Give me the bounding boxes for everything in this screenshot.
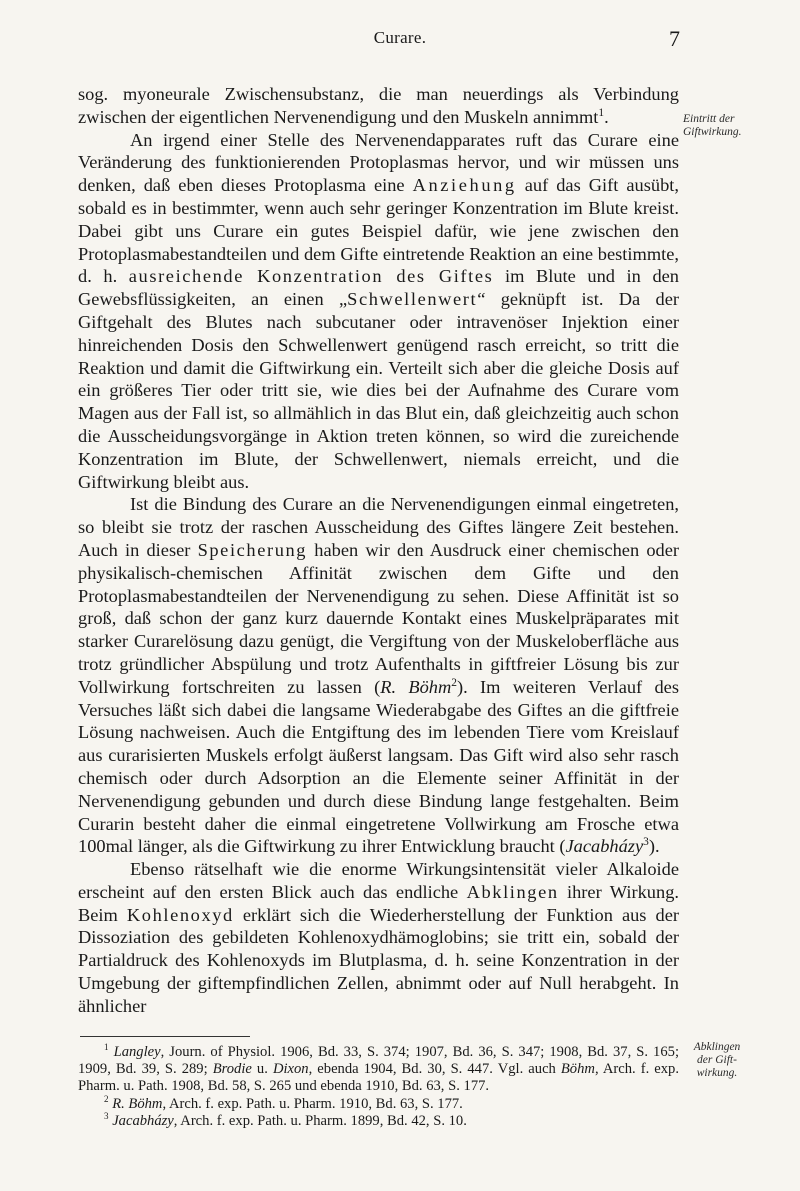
paragraph-1: sog. myoneurale Zwischensubstanz, die man neuerdings als Verbindung zwischen der eigentlichen Nervenendigung und den Muskeln annimmt$^1$. — [78, 84, 679, 127]
footnote-1 — [78, 1044, 679, 1096]
spaced-term: ausreichende Konzentration des Giftes — [128, 266, 494, 287]
margin-note-eintritt — [683, 113, 741, 139]
spaced-term: Kohlenoxyd — [126, 904, 234, 925]
text-run: im Blute und in den Gewebsflüssigkeiten, an einen „ — [78, 266, 680, 310]
margin-note-line: der Gift- — [697, 1054, 737, 1066]
text-run: , ebenda 1904, Bd. 30, S. 447. Vgl. auch — [308, 1061, 561, 1078]
text-run: ). — [648, 836, 660, 857]
author-name: Jacabházy — [112, 1112, 174, 1129]
text-run: ihrer Wirkung. Beim — [78, 881, 679, 925]
paragraph-3 — [78, 493, 679, 858]
text-run: haben wir den Ausdruck einer chemischen oder physikalisch-chemischen Affinität zwischen dem Gifte und den Protoplasmabestandteilen der Nervenendigung zu sehen. Diese Affinität ist so groß, daß schon der ganz kurz dauernde Kontakt eines Muskelpräparates mit starker Curarelösung dazu genügt, die Vergiftung von der Muskeloberfläche aus trotz gründlicher Abspülung und trotz Aufenthalts in giftfreier Lösung bis zur Vollwirkung fortschreiten zu lassen ( — [78, 539, 679, 697]
footnote-rule — [80, 1036, 250, 1037]
author-name: Jacabházy — [565, 836, 644, 857]
text-run: auf das Gift ausübt, sobald es in bestimmter, wenn auch sehr geringer Konzentration im Blute kreist. Dabei gibt uns Curare ein gutes Beispiel dafür, wie jene zwischen den Protoplasmabestandteilen und dem Gifte eintretende Reaktion an eine bestimmte, d. h. — [78, 175, 680, 287]
author-name: Langley — [113, 1044, 161, 1060]
author-name: R. Böhm — [380, 676, 452, 697]
author-name: Brodie — [212, 1061, 252, 1078]
spaced-term: Speicherung — [197, 539, 308, 560]
paragraph-4 — [78, 858, 679, 1018]
text-run: , Journ. of Physiol. 1906, Bd. 33, S. 374; 1907, Bd. 36, S. 347; 1908, Bd. 37, S. 165; 1909, Bd. 39, S. 289; — [78, 1044, 679, 1078]
text-run: , Arch. f. exp. Path. u. Pharm. 1910, Bd. 63, S. 177. — [162, 1095, 463, 1112]
text-run: u. — [251, 1061, 273, 1078]
author-name: Dixon — [272, 1061, 309, 1078]
margin-note-line: Eintritt der — [683, 113, 735, 125]
text-run: An irgend einer Stelle des Nervenendapparates ruft das Curare eine Veränderung des funktionierenden Protoplasmas hervor, und wir müssen uns denken, daß eben dieses Protoplasma eine — [78, 129, 679, 196]
text-run: Ist die Bindung des Curare an die Nervenendigungen einmal eingetreten, so bleibt sie trotz der raschen Ausscheidung des Giftes längere Zeit bestehen. Auch in dieser — [78, 494, 679, 560]
footnote-number: 2 — [104, 1093, 109, 1104]
footnote-2 — [78, 1093, 679, 1113]
author-name: R. Böhm — [112, 1095, 163, 1112]
footnotes — [78, 1044, 679, 1130]
footnote-ref: 1 — [598, 106, 605, 119]
text-run: Ebenso rätselhaft wie die enorme Wirkungsintensität vieler Alkaloide erscheint auf den ersten Blick auch das endliche — [78, 859, 679, 902]
margin-note-abklingen — [681, 1041, 753, 1080]
footnote-number: 1 — [104, 1042, 109, 1053]
footnote-number: 3 — [104, 1110, 109, 1121]
text-run: erklärt sich die Wiederherstellung der Funktion aus der Dissoziation des gebildeten Kohlenoxydhämoglobins; sie tritt ein, sobald der Partialdruck des Kohlenoxyds im Blutplasma, d. h. seine Konzentration in der Umgebung der giftempfindlichen Zellen, abnimmt oder auf Null herabgeht. In ähnlicher — [78, 904, 679, 1016]
spaced-term: Abklingen — [466, 881, 559, 902]
body-text — [78, 83, 679, 1018]
page-header — [0, 28, 800, 58]
text-run: sog. myoneurale Zwischensubstanz, die man neuerdings als Verbindung zwischen der eigentlichen Nervenendigung und den Muskeln annimmt — [78, 84, 679, 127]
spaced-term: Schwellenwert — [347, 289, 478, 310]
text-run: , Arch. f. exp. Pharm. u. Path. 1908, Bd. 58, S. 265 und ebenda 1910, Bd. 63, S. 177. — [78, 1061, 679, 1095]
footnote-3 — [78, 1110, 679, 1130]
margin-note-line: wirkung. — [696, 1067, 738, 1079]
footnote-ref: 2 — [451, 676, 457, 689]
text-run: ). Im weiteren Verlauf des Versuches läßt sich dabei die langsame Wiederabgabe des Giftes an die giftfreie Lösung nachweisen. Auch die Entgiftung des im lebenden Tiere vom Kreislauf aus curarisierten Muskels erfolgt äußerst langsam. Das Gift wird also sehr rasch chemisch oder durch Adsorption an die Elemente seiner Affinität in der Nervenendigung gebunden und durch diese Bindung lange festgehalten. Beim Curarin besteht daher die einmal eingetretene Vollwirkung am Frosche etwa 100mal länger, als die Giftwirkung zu ihrer Entwicklung braucht ( — [78, 676, 680, 857]
footnote-ref: 3 — [643, 836, 649, 849]
text-run: “ geknüpft ist. Da der Giftgehalt des Blutes nach subcutaner oder intravenöser Injektion einer hinreichenden Dosis den Schwellenwert genügend rasch erreicht, so tritt die Reaktion und damit die Giftwirkung ein. Verteilt sich aber die gleiche Dosis auf ein größeres Tier oder tritt sie, wie dies bei der Aufnahme des Curare vom Magen aus der Fall ist, so allmählich in das Blut ein, daß gleichzeitig auch schon die Ausscheidungsvorgänge in Aktion treten können, so wird die zureichende Konzentration im Blute, der Schwellenwert, niemals erreicht, und die Giftwirkung bleibt aus. — [78, 289, 679, 492]
running-title: Curare. — [373, 28, 427, 47]
margin-note-line: Abklingen — [693, 1041, 741, 1053]
page-number: 7 — [669, 26, 680, 51]
author-name: Böhm — [560, 1061, 595, 1078]
text-run: , Arch. f. exp. Path. u. Pharm. 1899, Bd. 42, S. 10. — [173, 1112, 467, 1129]
spaced-term: Anziehung — [412, 175, 517, 196]
paragraph-2 — [78, 129, 679, 494]
margin-note-line: Giftwirkung. — [683, 126, 742, 138]
